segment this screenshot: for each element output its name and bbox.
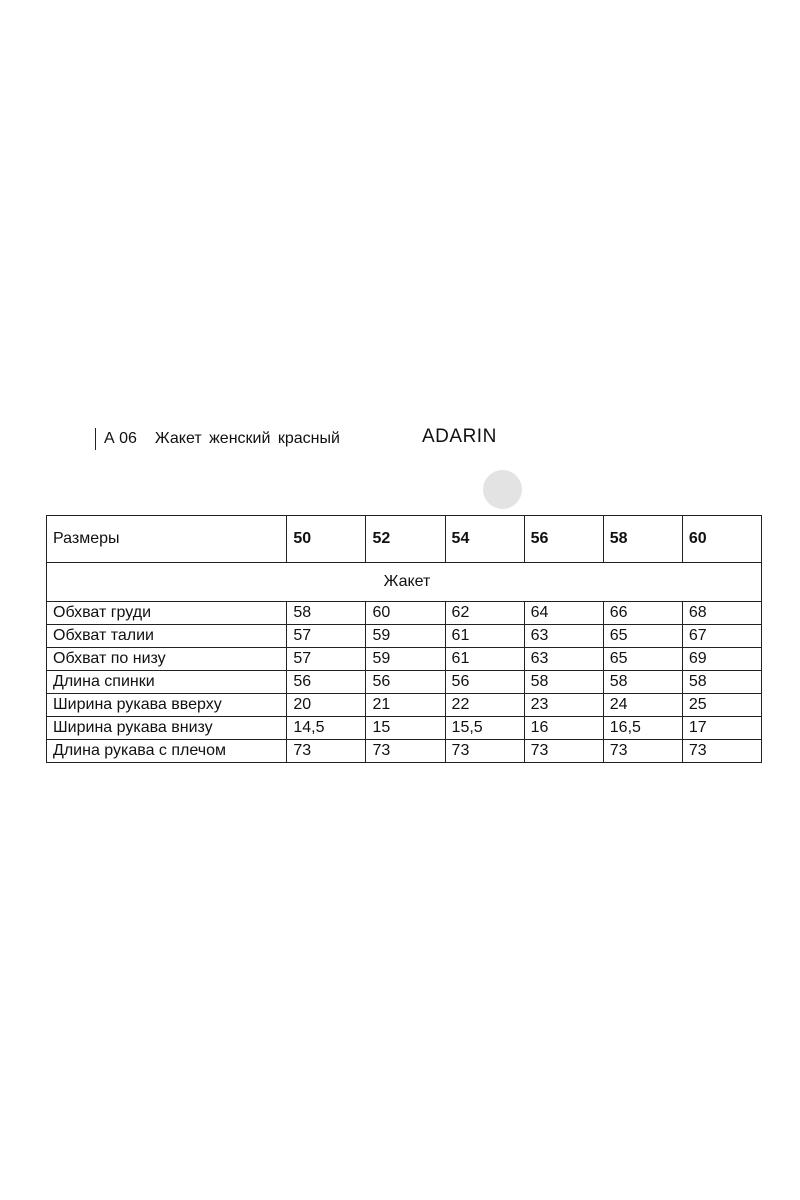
measurement-label: Обхват по низу [47, 648, 287, 671]
measurement-value: 64 [524, 602, 603, 625]
measurement-value: 57 [287, 648, 366, 671]
decorative-dot [483, 470, 522, 509]
measurement-value: 17 [682, 717, 761, 740]
size-header: 54 [445, 516, 524, 563]
measurement-value: 21 [366, 694, 445, 717]
measurement-value: 73 [603, 740, 682, 763]
section-row [47, 563, 762, 602]
measurement-value: 56 [287, 671, 366, 694]
size-header: 52 [366, 516, 445, 563]
product-name: Жакет женский красный [154, 430, 340, 447]
table-row [47, 602, 762, 625]
brand-name: ADARIN [422, 426, 497, 447]
measurement-value: 59 [366, 625, 445, 648]
measurement-value: 15,5 [445, 717, 524, 740]
measurement-value: 69 [682, 648, 761, 671]
measurement-value: 60 [366, 602, 445, 625]
measurement-value: 73 [524, 740, 603, 763]
measurement-label: Обхват груди [47, 602, 287, 625]
measurement-value: 62 [445, 602, 524, 625]
size-header: 58 [603, 516, 682, 563]
measurement-label: Ширина рукава внизу [47, 717, 287, 740]
measurement-value: 65 [603, 625, 682, 648]
header-divider [95, 428, 96, 450]
table-header-row [47, 516, 762, 563]
product-header [95, 428, 340, 450]
measurement-value: 63 [524, 648, 603, 671]
measurement-value: 73 [287, 740, 366, 763]
measurement-value: 65 [603, 648, 682, 671]
measurement-label: Длина рукава с плечом [47, 740, 287, 763]
measurement-label: Ширина рукава вверху [47, 694, 287, 717]
measurement-value: 56 [366, 671, 445, 694]
table-row [47, 671, 762, 694]
measurement-value: 14,5 [287, 717, 366, 740]
measurement-label: Обхват талии [47, 625, 287, 648]
measurement-value: 61 [445, 648, 524, 671]
measurement-value: 25 [682, 694, 761, 717]
measurement-value: 73 [366, 740, 445, 763]
size-header: 50 [287, 516, 366, 563]
measurement-value: 66 [603, 602, 682, 625]
measurement-value: 73 [445, 740, 524, 763]
measurement-value: 57 [287, 625, 366, 648]
measurement-value: 67 [682, 625, 761, 648]
size-chart-table [46, 515, 762, 763]
section-title: Жакет [47, 563, 762, 602]
table-row [47, 625, 762, 648]
table-row [47, 740, 762, 763]
measurement-value: 16,5 [603, 717, 682, 740]
measurement-value: 58 [524, 671, 603, 694]
measurement-value: 58 [603, 671, 682, 694]
measurement-value: 24 [603, 694, 682, 717]
size-header: 60 [682, 516, 761, 563]
table-row [47, 717, 762, 740]
size-header: 56 [524, 516, 603, 563]
measurement-value: 63 [524, 625, 603, 648]
table-row [47, 694, 762, 717]
measurement-value: 22 [445, 694, 524, 717]
table-row [47, 648, 762, 671]
measurement-value: 15 [366, 717, 445, 740]
article-code: А 06 [104, 430, 137, 447]
measurement-value: 56 [445, 671, 524, 694]
measurement-value: 58 [682, 671, 761, 694]
sizes-label: Размеры [47, 516, 287, 563]
measurement-label: Длина спинки [47, 671, 287, 694]
measurement-value: 73 [682, 740, 761, 763]
measurement-value: 59 [366, 648, 445, 671]
measurement-value: 68 [682, 602, 761, 625]
measurement-value: 16 [524, 717, 603, 740]
measurement-value: 61 [445, 625, 524, 648]
measurement-value: 23 [524, 694, 603, 717]
measurement-value: 58 [287, 602, 366, 625]
measurement-value: 20 [287, 694, 366, 717]
